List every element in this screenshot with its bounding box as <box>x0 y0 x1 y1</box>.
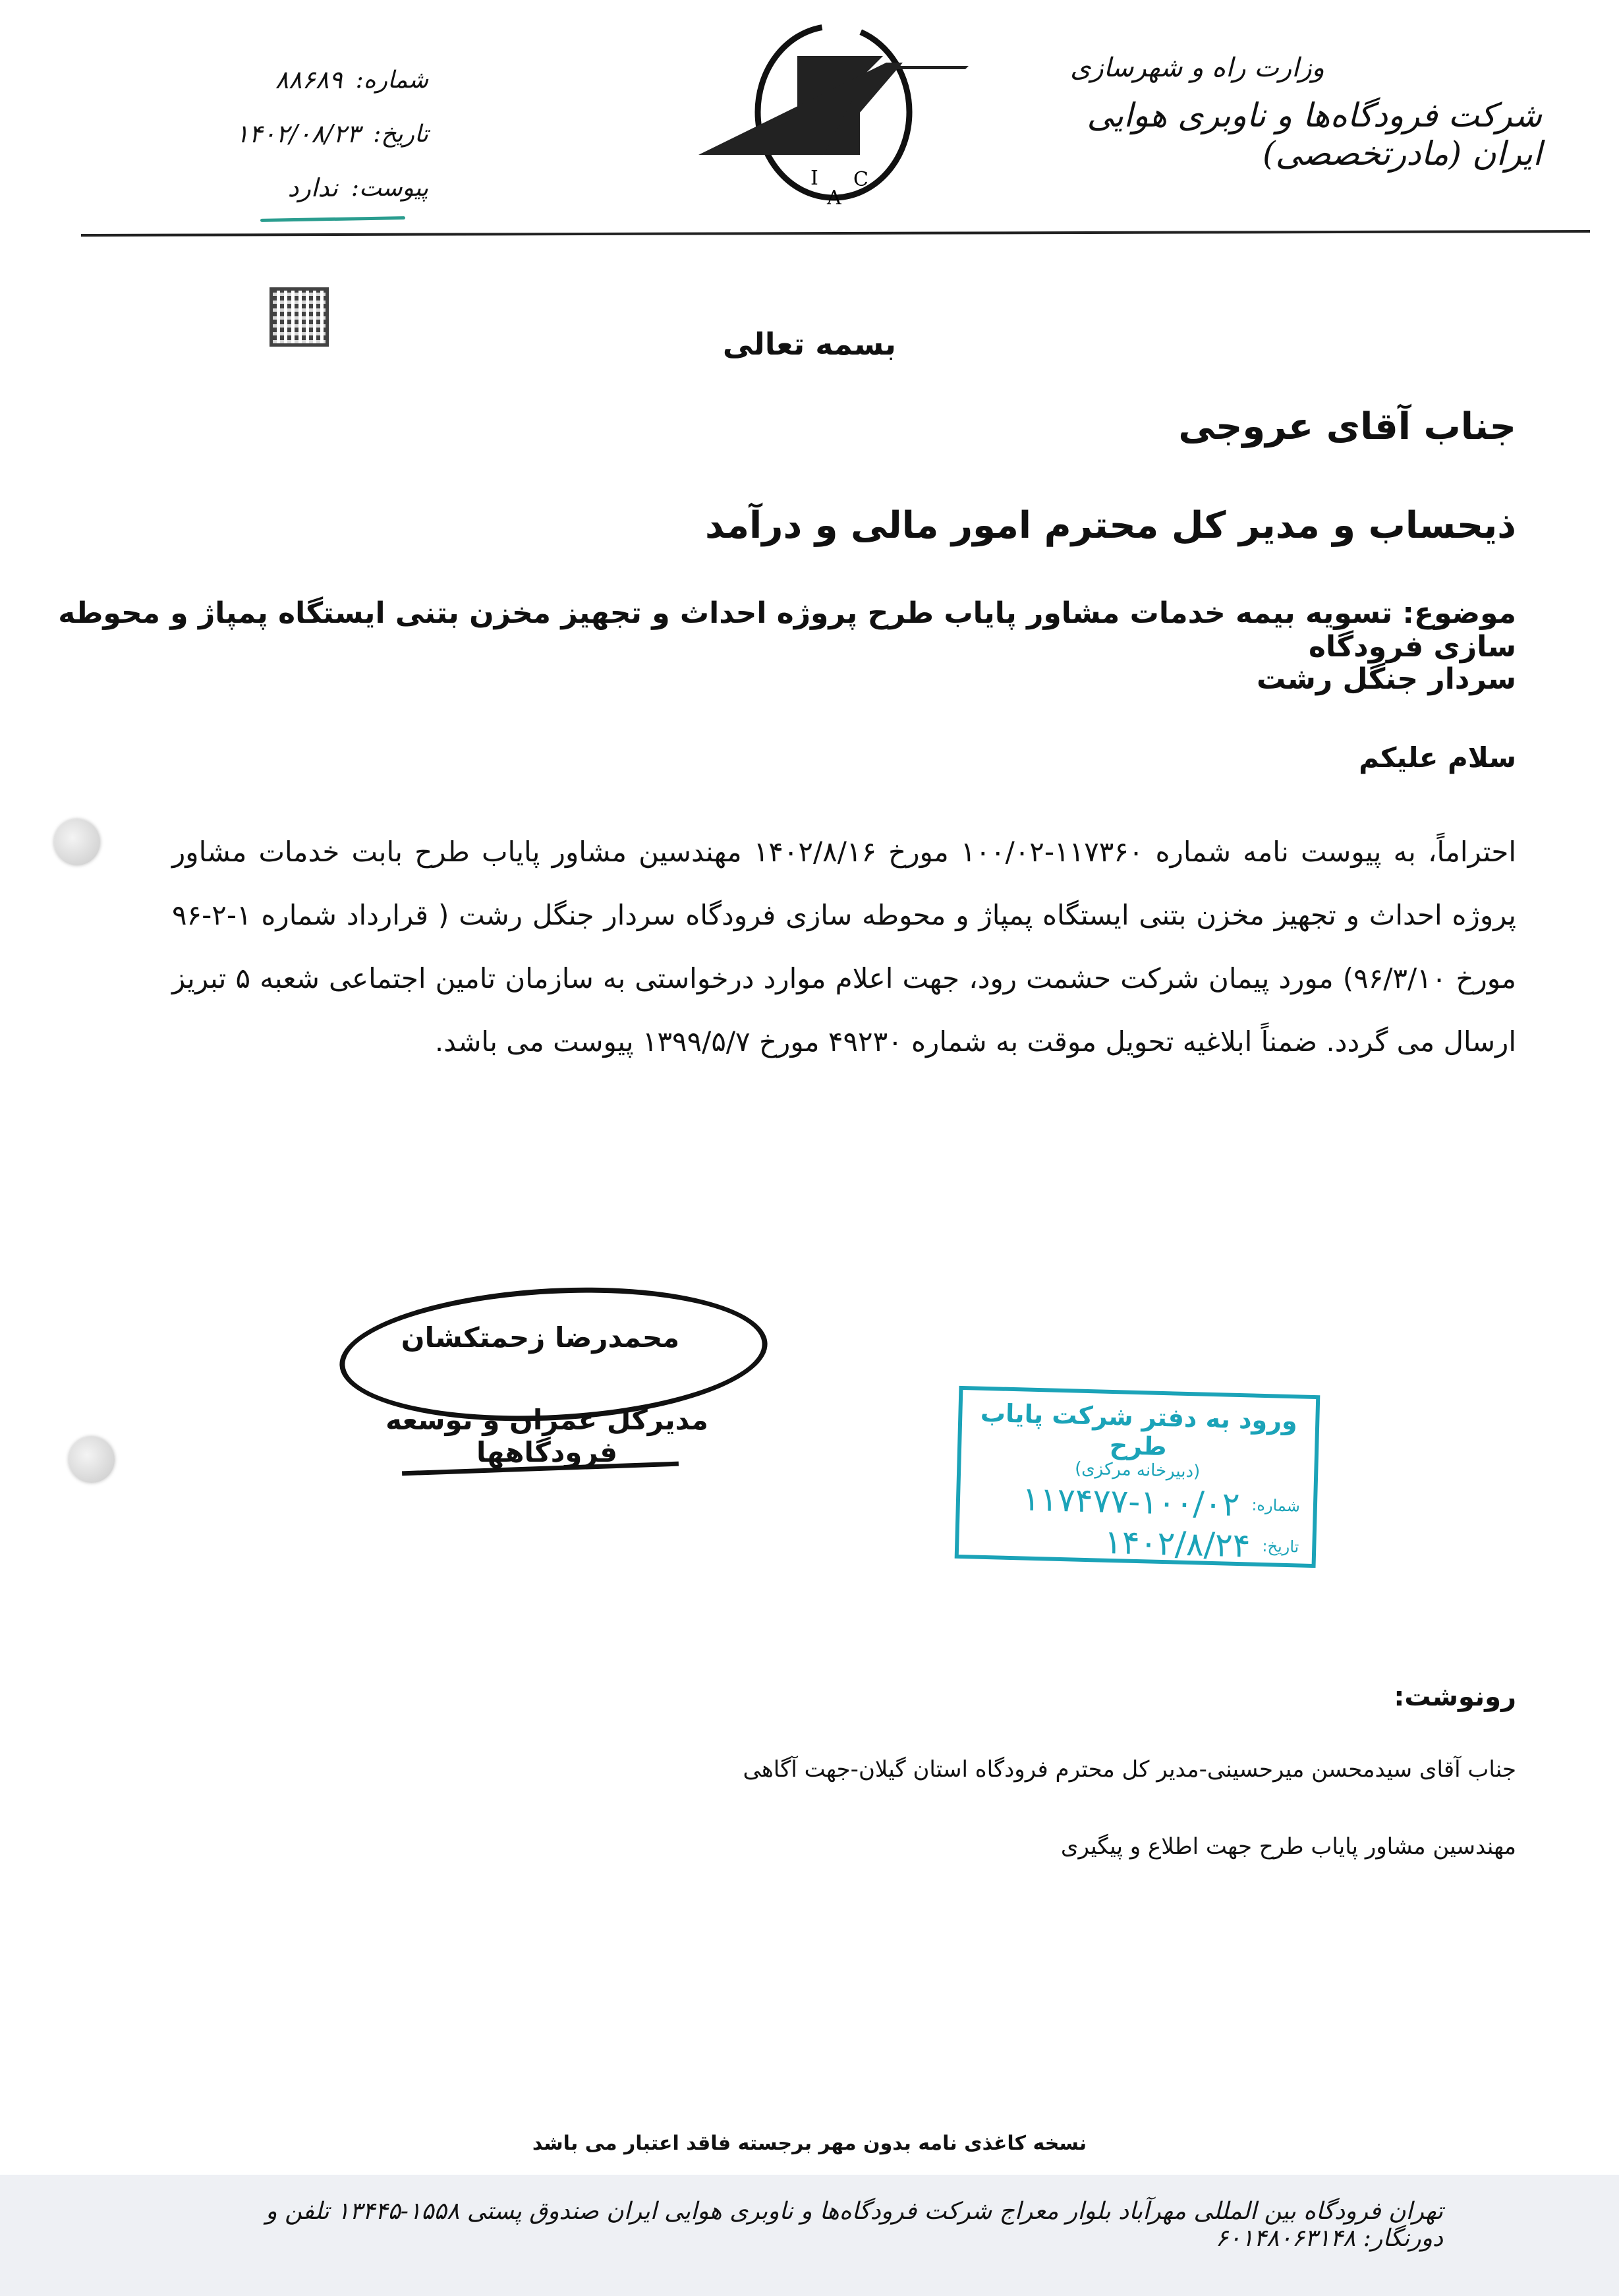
subject-line-2: سردار جنگل رشت <box>1257 662 1516 696</box>
cc-item: مهندسین مشاور پایاب طرح جهت اطلاع و پیگیری <box>1060 1833 1516 1860</box>
recipient-title: ذیحساب و مدیر کل محترم امور مالی و درآمد <box>705 504 1516 547</box>
number-label: شماره: <box>355 66 428 94</box>
received-stamp <box>955 1386 1321 1568</box>
header-divider <box>81 230 1590 237</box>
stamp-date-label: تاریخ: <box>1262 1537 1299 1557</box>
iac-logo-icon <box>685 13 988 217</box>
cc-label: رونوشت: <box>1394 1682 1516 1712</box>
svg-text:C: C <box>853 168 868 191</box>
validity-note: نسخه کاغذی نامه بدون مهر برجسته فاقد اعتبار می باشد <box>532 2132 1087 2155</box>
letter-meta <box>217 53 428 215</box>
letterhead-organization <box>1054 53 1542 173</box>
greeting: سلام علیکم <box>1359 741 1516 774</box>
company-name: شرکت فرودگاه‌ها و ناوبری هوایی ایران (مادرتخصصی) <box>1087 96 1542 173</box>
signatory-title: مدیرکل عمران و توسعه فرودگاهها <box>385 1404 708 1468</box>
stamp-number: ۱۱۷۴۷۷-۱۰۰/۰۲ <box>1021 1479 1241 1524</box>
punch-hole <box>69 1437 115 1483</box>
svg-text:I: I <box>810 167 818 190</box>
cc-item: جناب آقای سیدمحسن میرحسینی-مدیر کل محترم فرودگاه استان گیلان-جهت آگاهی <box>743 1756 1516 1783</box>
subject-line-1: موضوع: تسویه بیمه خدمات مشاور پایاب طرح پروژه احداث و تجهیز مخزن بتنی ایستگاه پمپاژ و محوطه سازی فرودگاه <box>58 596 1516 664</box>
stamp-date: ۱۴۰۲/۸/۲۴ <box>1104 1522 1251 1565</box>
attachment-value: ندارد <box>287 173 338 202</box>
punch-hole <box>54 819 100 865</box>
footer-address: تهران فرودگاه بین المللی مهرآباد بلوار معراج شرکت فرودگاه‌ها و ناوبری هوایی ایران صندوق پستی ۱۵۵۸-۱۳۴۴۵ تلفن و دورنگار: ۶۰۱۴۸۰۶۳۱۴۸ <box>266 2198 1443 2252</box>
letter-number: ۸۸۶۸۹ <box>275 65 343 94</box>
ministry-name: وزارت راه و شهرسازی <box>1070 53 1324 83</box>
svg-text:A: A <box>827 187 841 210</box>
stamp-title: ورود به دفتر شرکت پایاب طرح <box>980 1398 1298 1462</box>
stamp-number-label: شماره: <box>1251 1495 1301 1516</box>
stamp-subtitle: (دبیرخانه مرکزی) <box>1074 1458 1201 1482</box>
recipient-name: جناب آقای عروجی <box>1178 405 1516 448</box>
letter-date: ۱۴۰۲/۰۸/۲۳ <box>235 119 360 148</box>
attachment-label: پیوست: <box>351 174 428 202</box>
signatory-name: محمدرضا زحمتکشان <box>401 1321 680 1354</box>
date-label: تاریخ: <box>373 120 428 148</box>
invocation: بسمه تعالی <box>722 326 897 362</box>
handwritten-underline <box>260 216 405 222</box>
letter-body: احتراماً، به پیوست نامه شماره ۱۱۷۳۶۰-۱۰۰/۰۲ مورخ ۱۴۰۲/۸/۱۶ مهندسین مشاور پایاب طرح بابت خدمات مشاور پروژه احداث و تجهیز مخزن بتنی ایستگاه پمپاژ و محوطه سازی فرودگاه سردار جنگل رشت ( قرارداد شماره ۱-۲-۹۶ مورخ ۹۶/۳/۱۰) مورد پیمان شرکت حشمت رود، جهت اعلام موارد درخواستی به سازمان تامین اجتماعی شعبه ۵ تبریز ارسال می گردد. ضمناً ابلاغیه تحویل موقت به شماره ۴۹۲۳۰ مورخ ۱۳۹۹/۵/۷ پیوست می باشد. <box>172 836 1516 1058</box>
